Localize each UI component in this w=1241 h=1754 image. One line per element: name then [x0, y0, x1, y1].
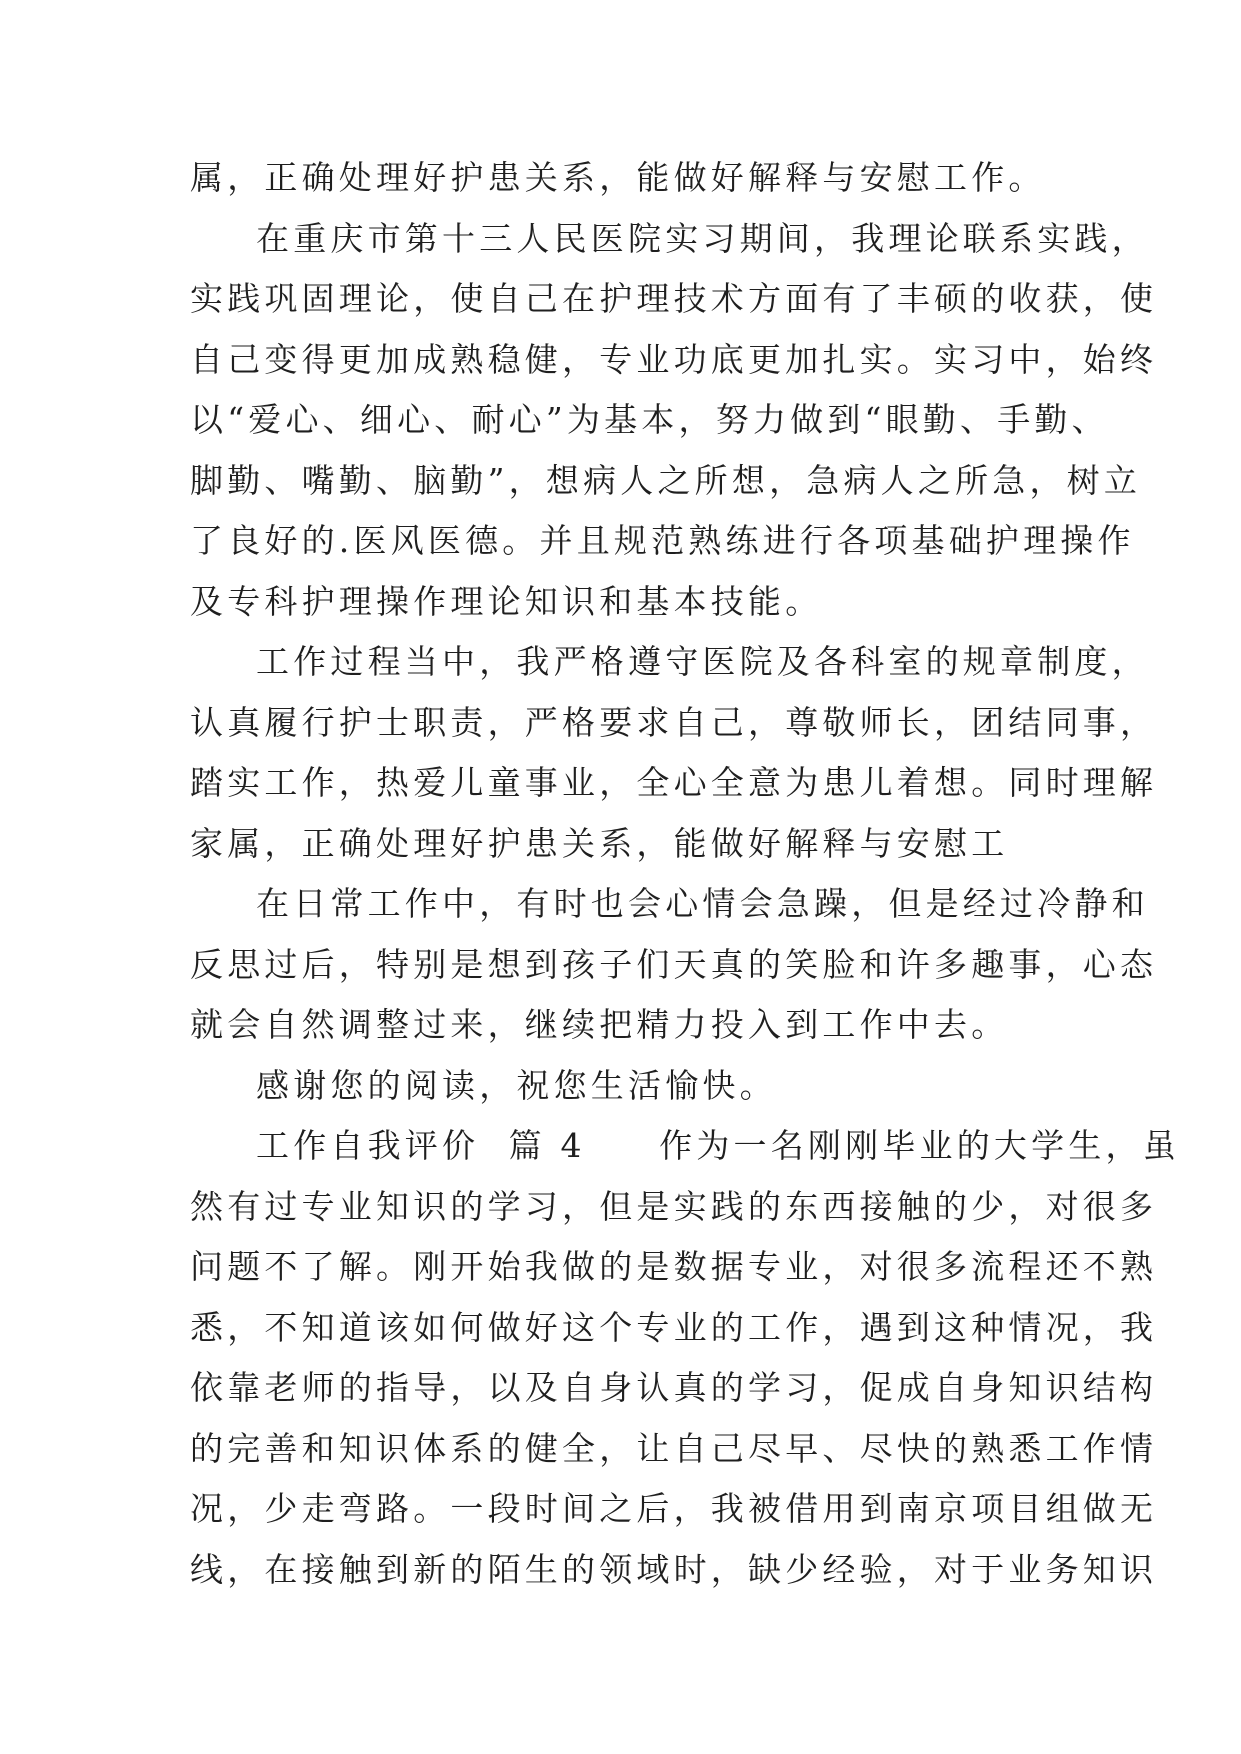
text-line: 就会自然调整过来，继续把精力投入到工作中去。 — [190, 1005, 1009, 1044]
text-line: 的完善和知识体系的健全，让自己尽早、尽快的熟悉工作情 — [190, 1428, 1158, 1468]
text-line: 实践巩固理论，使自己在护理技术方面有了丰硕的收获，使 — [190, 279, 1158, 318]
text-line: 然有过专业知识的学习，但是实践的东西接触的少，对很多 — [190, 1186, 1158, 1226]
text-line: 自己变得更加成熟稳健，专业功底更加扎实。实习中，始终 — [190, 339, 1158, 379]
text-line: 依靠老师的指导，以及自身认真的学习，促成自身知识结构 — [190, 1368, 1158, 1407]
document-body — [190, 148, 1180, 1600]
text-line: 况，少走弯路。一段时间之后，我被借用到南京项目组做无 — [190, 1489, 1158, 1528]
text-line: 悉，不知道该如何做好这个专业的工作，遇到这种情况，我 — [190, 1307, 1158, 1347]
text-line: 反思过后，特别是想到孩子们天真的笑脸和许多趣事，心态 — [190, 944, 1158, 984]
text-line: 线，在接触到新的陌生的领域时，缺少经验，对于业务知识 — [190, 1549, 1158, 1589]
text-line: 了良好的.医风医德。并且规范熟练进行各项基础护理操作 — [190, 521, 1135, 560]
text-line: 踏实工作，热爱儿童事业，全心全意为患儿着想。同时理解 — [190, 763, 1158, 802]
text-line: 脚勤、嘴勤、脑勤”，想病人之所想，急病人之所急，树立 — [190, 460, 1142, 500]
text-line: 认真履行护士职责，严格要求自己，尊敬师长，团结同事， — [190, 702, 1158, 742]
text-line: 家属，正确处理好护患关系，能做好解释与安慰工 — [190, 823, 1009, 863]
text-line: 在重庆市第十三人民医院实习期间，我理论联系实践， — [256, 218, 1149, 258]
text-line: 以“爱心、细心、耐心”为基本，努力做到“眼勤、手勤、 — [190, 400, 1109, 439]
text-line: 在日常工作中，有时也会心情会急躁，但是经过冷静和 — [256, 884, 1149, 923]
text-line: 问题不了解。刚开始我做的是数据专业，对很多流程还不熟 — [190, 1247, 1158, 1286]
text-line: 工作过程当中，我严格遵守医院及各科室的规章制度， — [256, 642, 1149, 681]
text-line: 及专科护理操作理论知识和基本技能。 — [190, 581, 823, 621]
text-line: 属，正确处理好护患关系，能做好解释与安慰工作。 — [190, 158, 1046, 197]
text-line: 感谢您的阅读，祝您生活愉快。 — [256, 1065, 777, 1105]
text-line: 工作自我评价 篇 4 作为一名刚刚毕业的大学生，虽 — [256, 1126, 1180, 1165]
